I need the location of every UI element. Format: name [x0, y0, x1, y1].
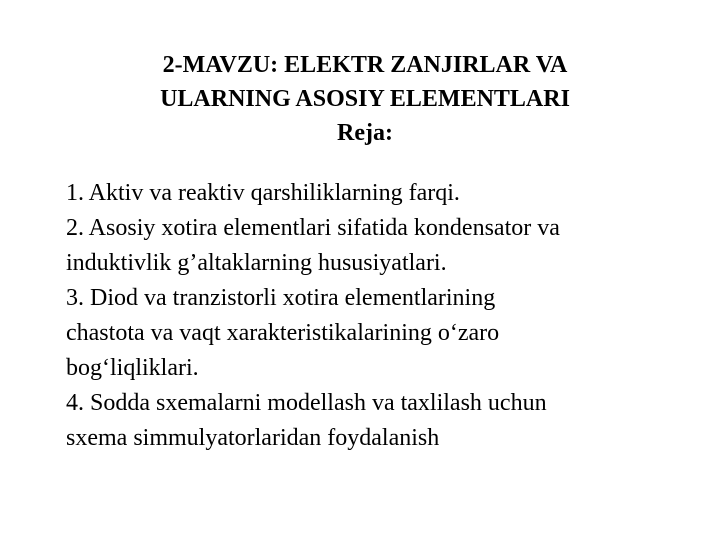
plan-line: 1. Aktiv va reaktiv qarshiliklarning farqi. — [66, 180, 460, 206]
slide-title — [60, 48, 670, 150]
plan-line: 4. Sodda sxemalarni modellash va taxlilash uchun — [66, 390, 547, 416]
title-line-1: 2-MAVZU: ELEKTR ZANJIRLAR VA — [162, 52, 568, 78]
title-line-2: ULARNING ASOSIY ELEMENTLARI — [160, 86, 570, 112]
plan-line: chastota va vaqt xarakteristikalarining o‘zaro — [66, 320, 500, 346]
plan-line: induktivlik g’altaklarning hususiyatlari. — [66, 250, 447, 276]
plan-line: 3. Diod va tranzistorli xotira elementlarining — [66, 285, 496, 311]
plan-line: 2. Asosiy xotira elementlari sifatida kondensator va — [66, 215, 560, 241]
plan-line: bog‘liqliklari. — [66, 355, 199, 381]
subtitle-reja: Reja: — [337, 120, 393, 146]
plan-list — [66, 176, 686, 456]
plan-line: sxema simmulyatorlaridan foydalanish — [66, 425, 440, 451]
